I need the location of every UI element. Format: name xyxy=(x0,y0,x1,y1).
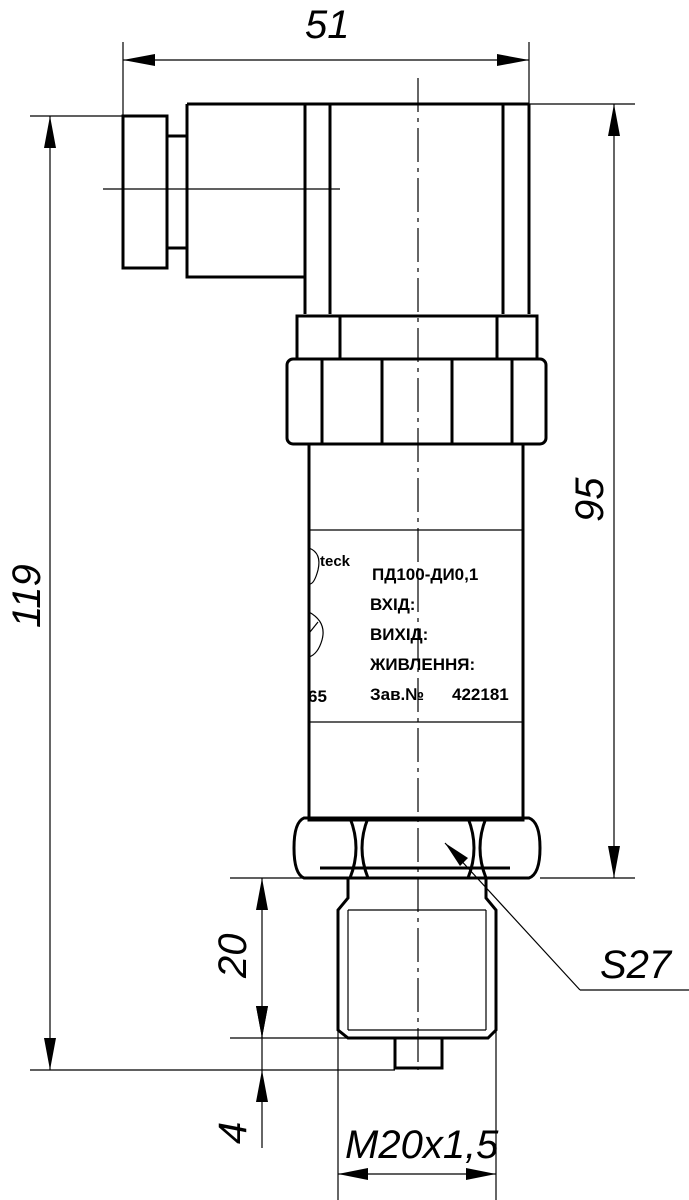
dim-4-text: 4 xyxy=(211,1121,255,1144)
dim-119-text: 119 xyxy=(5,564,49,628)
output-label: ВИХІД: xyxy=(370,625,429,644)
coupling-ring xyxy=(297,316,537,359)
serial-number: 422181 xyxy=(452,685,509,704)
dimension-tip-4 xyxy=(211,1006,268,1148)
input-label: ВХІД: xyxy=(370,595,416,614)
dim-20-text: 20 xyxy=(211,933,255,978)
dimension-height-95 xyxy=(529,104,635,878)
serial-label: Зав.№ xyxy=(370,685,425,704)
nameplate xyxy=(308,548,509,706)
threaded-fitting xyxy=(338,878,496,1038)
certification-mark-icon xyxy=(309,612,323,657)
dim-m20-text: M20x1,5 xyxy=(345,1123,499,1167)
din-connector xyxy=(123,104,529,314)
model-label: ПД100-ДИ0,1 xyxy=(372,565,479,584)
dimension-width-51 xyxy=(123,3,529,116)
ip-rating-fragment: 65 xyxy=(308,687,327,706)
dim-95-text: 95 xyxy=(568,477,612,522)
dim-51-text: 51 xyxy=(305,3,350,47)
dimension-thread-20 xyxy=(211,878,348,1038)
dim-s27-text: S27 xyxy=(600,943,672,987)
lower-hex-nut xyxy=(294,818,540,878)
brand-text: teck xyxy=(320,553,351,570)
power-label: ЖИВЛЕННЯ: xyxy=(370,655,476,674)
upper-hex-nut xyxy=(287,359,546,444)
